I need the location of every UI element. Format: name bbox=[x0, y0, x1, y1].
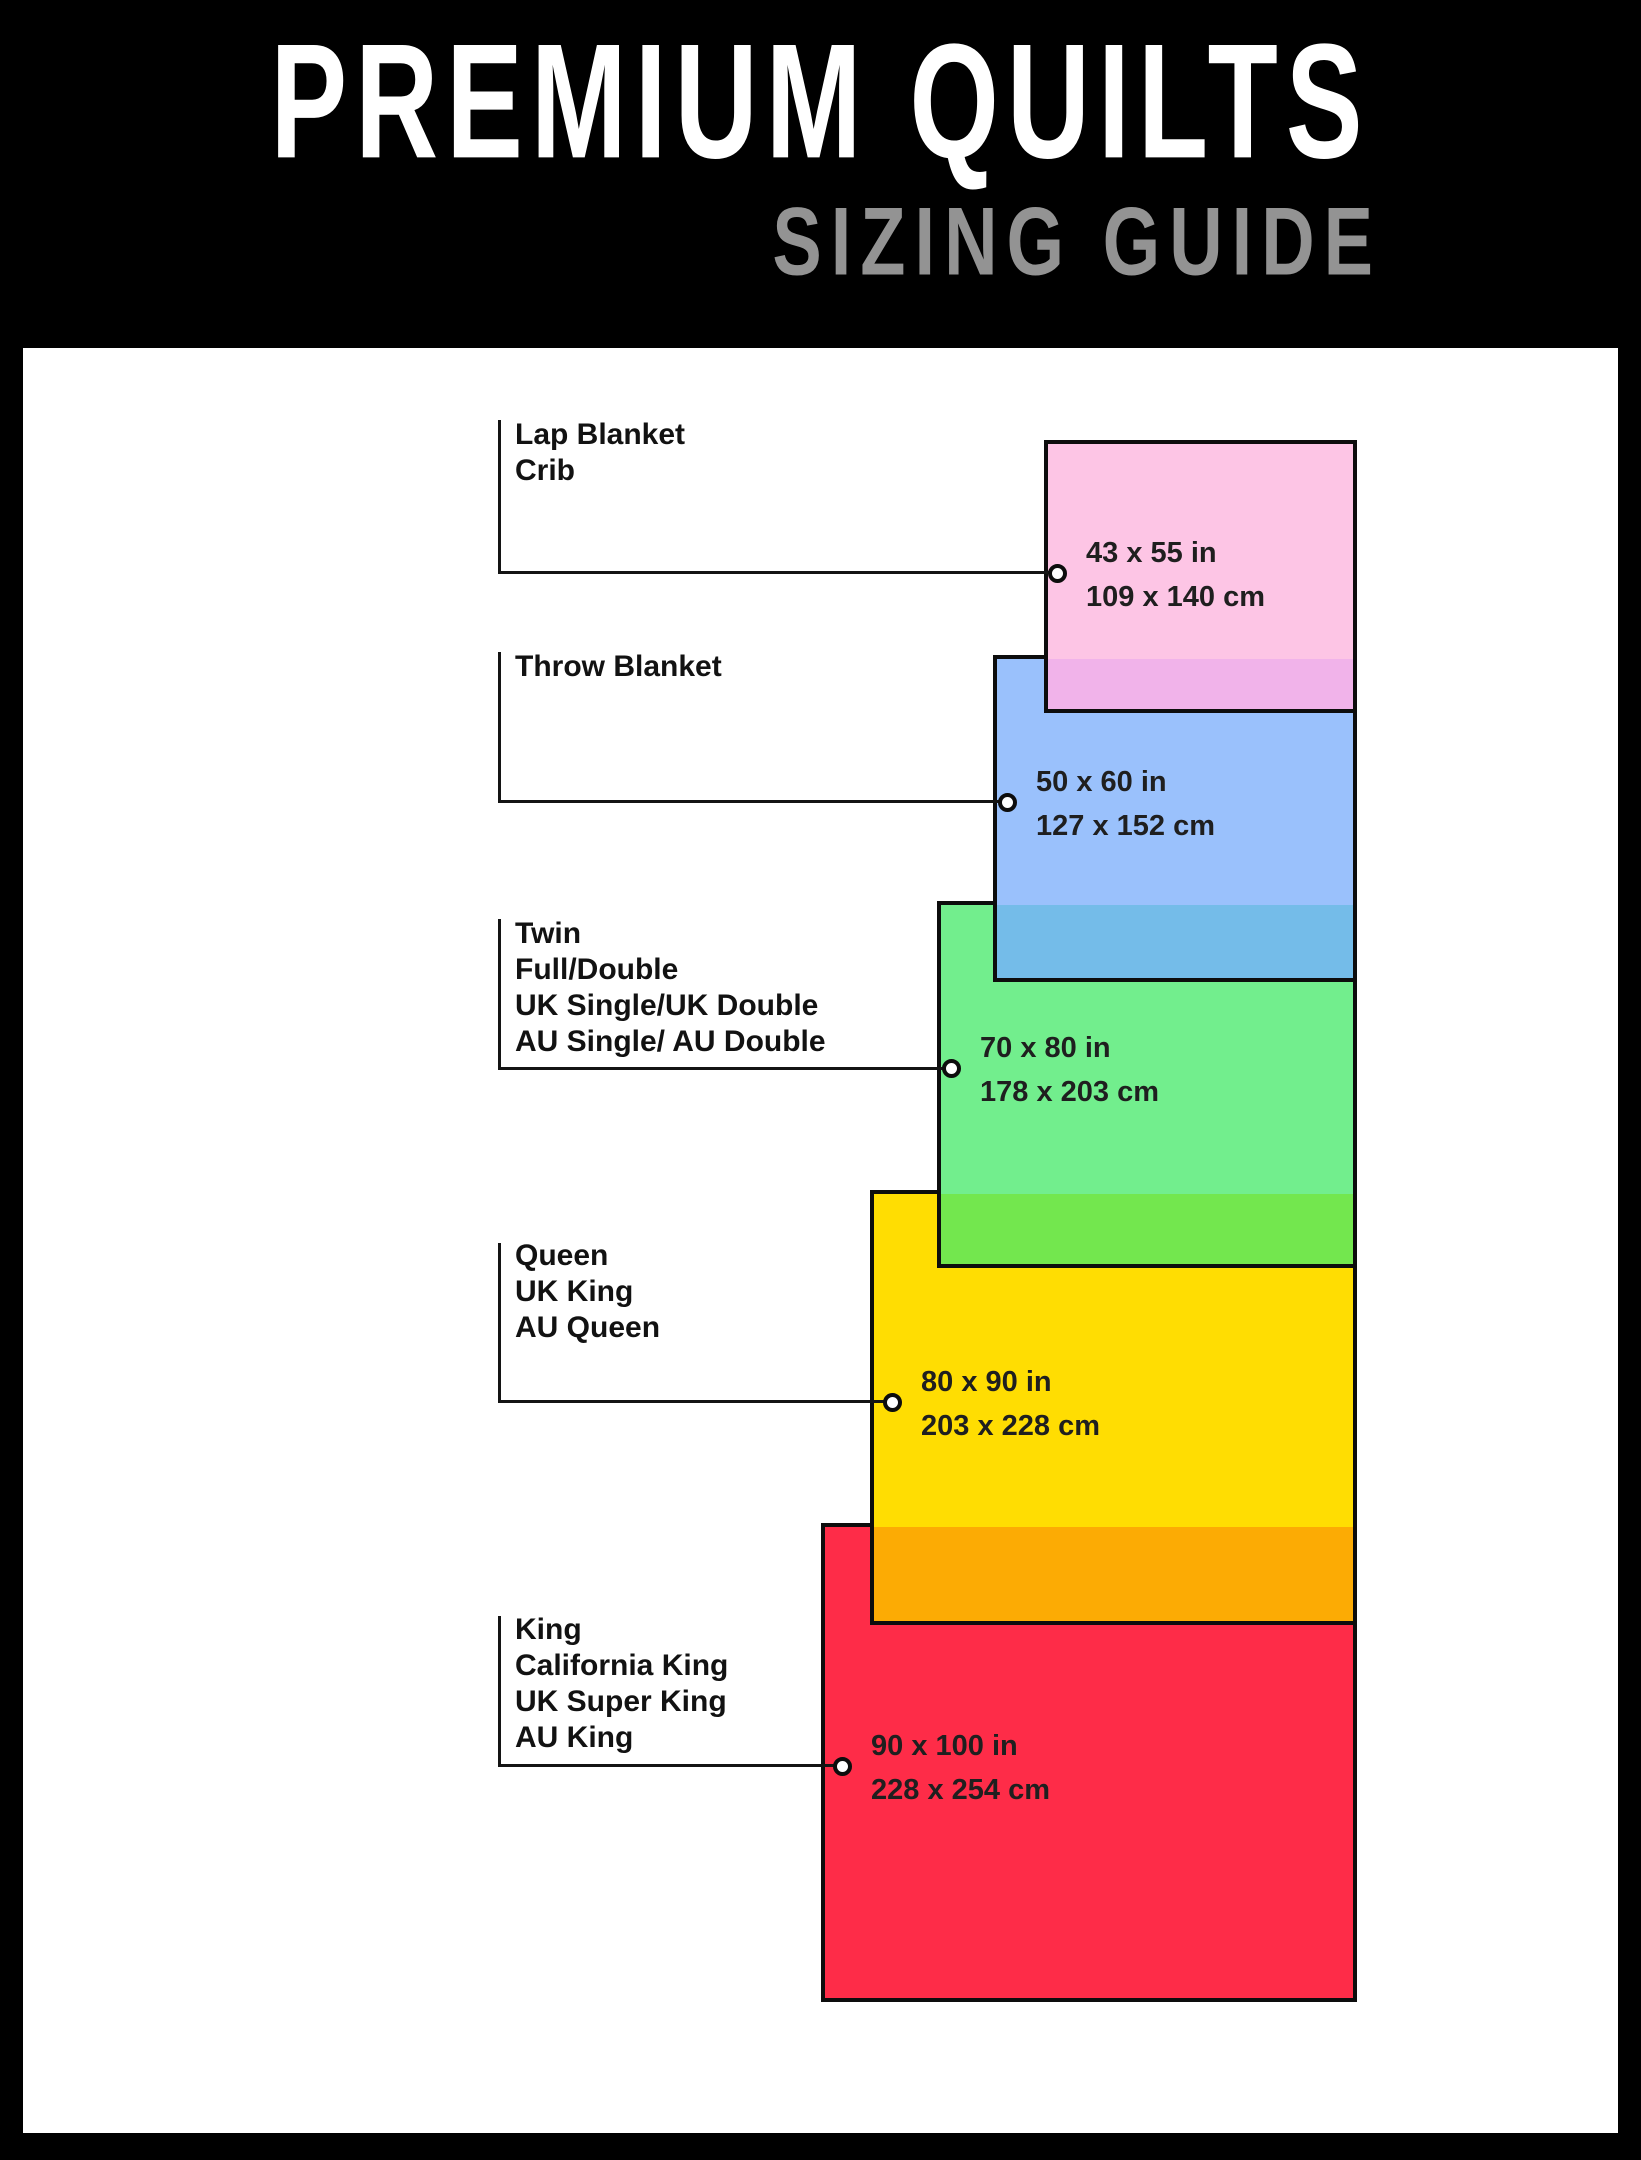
connector-line-king bbox=[498, 1764, 843, 1767]
overlap-band-yellow-red bbox=[874, 1527, 1353, 1621]
label-bracket-lap-blanket-crib bbox=[498, 420, 501, 574]
overlap-band-blue-green bbox=[997, 905, 1353, 978]
dims-inches: 43 x 55 in bbox=[1086, 537, 1217, 569]
dims-block-queen bbox=[921, 1360, 1100, 1448]
label-line: Queen bbox=[515, 1239, 609, 1272]
connector-line-throw-blanket bbox=[498, 800, 1008, 803]
label-block-king bbox=[515, 1612, 728, 1756]
label-block-throw-blanket bbox=[515, 649, 722, 685]
dims-cm: 228 x 254 cm bbox=[871, 1774, 1050, 1806]
label-line: Twin bbox=[515, 917, 582, 950]
dims-block-king bbox=[871, 1724, 1050, 1812]
anchor-dot-lap-blanket-crib bbox=[1048, 564, 1067, 583]
label-line: Throw Blanket bbox=[515, 650, 722, 683]
label-bracket-queen bbox=[498, 1243, 501, 1403]
label-block-lap-blanket-crib bbox=[515, 417, 685, 489]
label-line: UK Single/UK Double bbox=[515, 989, 819, 1022]
anchor-dot-throw-blanket bbox=[998, 793, 1017, 812]
dims-inches: 50 x 60 in bbox=[1036, 766, 1167, 798]
overlap-band-pink-blue bbox=[1048, 659, 1353, 709]
dims-inches: 90 x 100 in bbox=[871, 1730, 1018, 1762]
dims-block-throw-blanket bbox=[1036, 760, 1215, 848]
label-line: Crib bbox=[515, 454, 575, 487]
dims-cm: 203 x 228 cm bbox=[921, 1410, 1100, 1442]
anchor-dot-king bbox=[833, 1757, 852, 1776]
dims-cm: 178 x 203 cm bbox=[980, 1076, 1159, 1108]
dims-cm: 109 x 140 cm bbox=[1086, 581, 1265, 613]
label-bracket-twin-full-double bbox=[498, 919, 501, 1069]
dims-block-lap-blanket-crib bbox=[1086, 531, 1265, 619]
label-line: AU Single/ AU Double bbox=[515, 1025, 826, 1058]
overlap-band-green-yellow bbox=[941, 1194, 1353, 1264]
dims-block-twin-full-double bbox=[980, 1026, 1159, 1114]
label-bracket-king bbox=[498, 1616, 501, 1767]
dims-cm: 127 x 152 cm bbox=[1036, 810, 1215, 842]
dims-inches: 70 x 80 in bbox=[980, 1032, 1111, 1064]
label-line: King bbox=[515, 1613, 582, 1646]
label-line: AU Queen bbox=[515, 1311, 661, 1344]
label-block-twin-full-double bbox=[515, 916, 826, 1060]
dims-inches: 80 x 90 in bbox=[921, 1366, 1052, 1398]
anchor-dot-twin-full-double bbox=[942, 1059, 961, 1078]
label-line: UK King bbox=[515, 1275, 634, 1308]
connector-line-queen bbox=[498, 1400, 893, 1403]
connector-line-twin-full-double bbox=[498, 1067, 952, 1070]
page-subtitle: SIZING GUIDE bbox=[772, 187, 1382, 296]
connector-line-lap-blanket-crib bbox=[498, 571, 1058, 574]
label-line: California King bbox=[515, 1649, 729, 1682]
label-block-queen bbox=[515, 1238, 660, 1346]
anchor-dot-queen bbox=[883, 1393, 902, 1412]
page-title: PREMIUM QUILTS bbox=[270, 11, 1371, 193]
label-bracket-throw-blanket bbox=[498, 652, 501, 803]
label-line: AU King bbox=[515, 1721, 634, 1754]
label-line: UK Super King bbox=[515, 1685, 727, 1718]
label-line: Lap Blanket bbox=[515, 418, 686, 451]
label-line: Full/Double bbox=[515, 953, 679, 986]
